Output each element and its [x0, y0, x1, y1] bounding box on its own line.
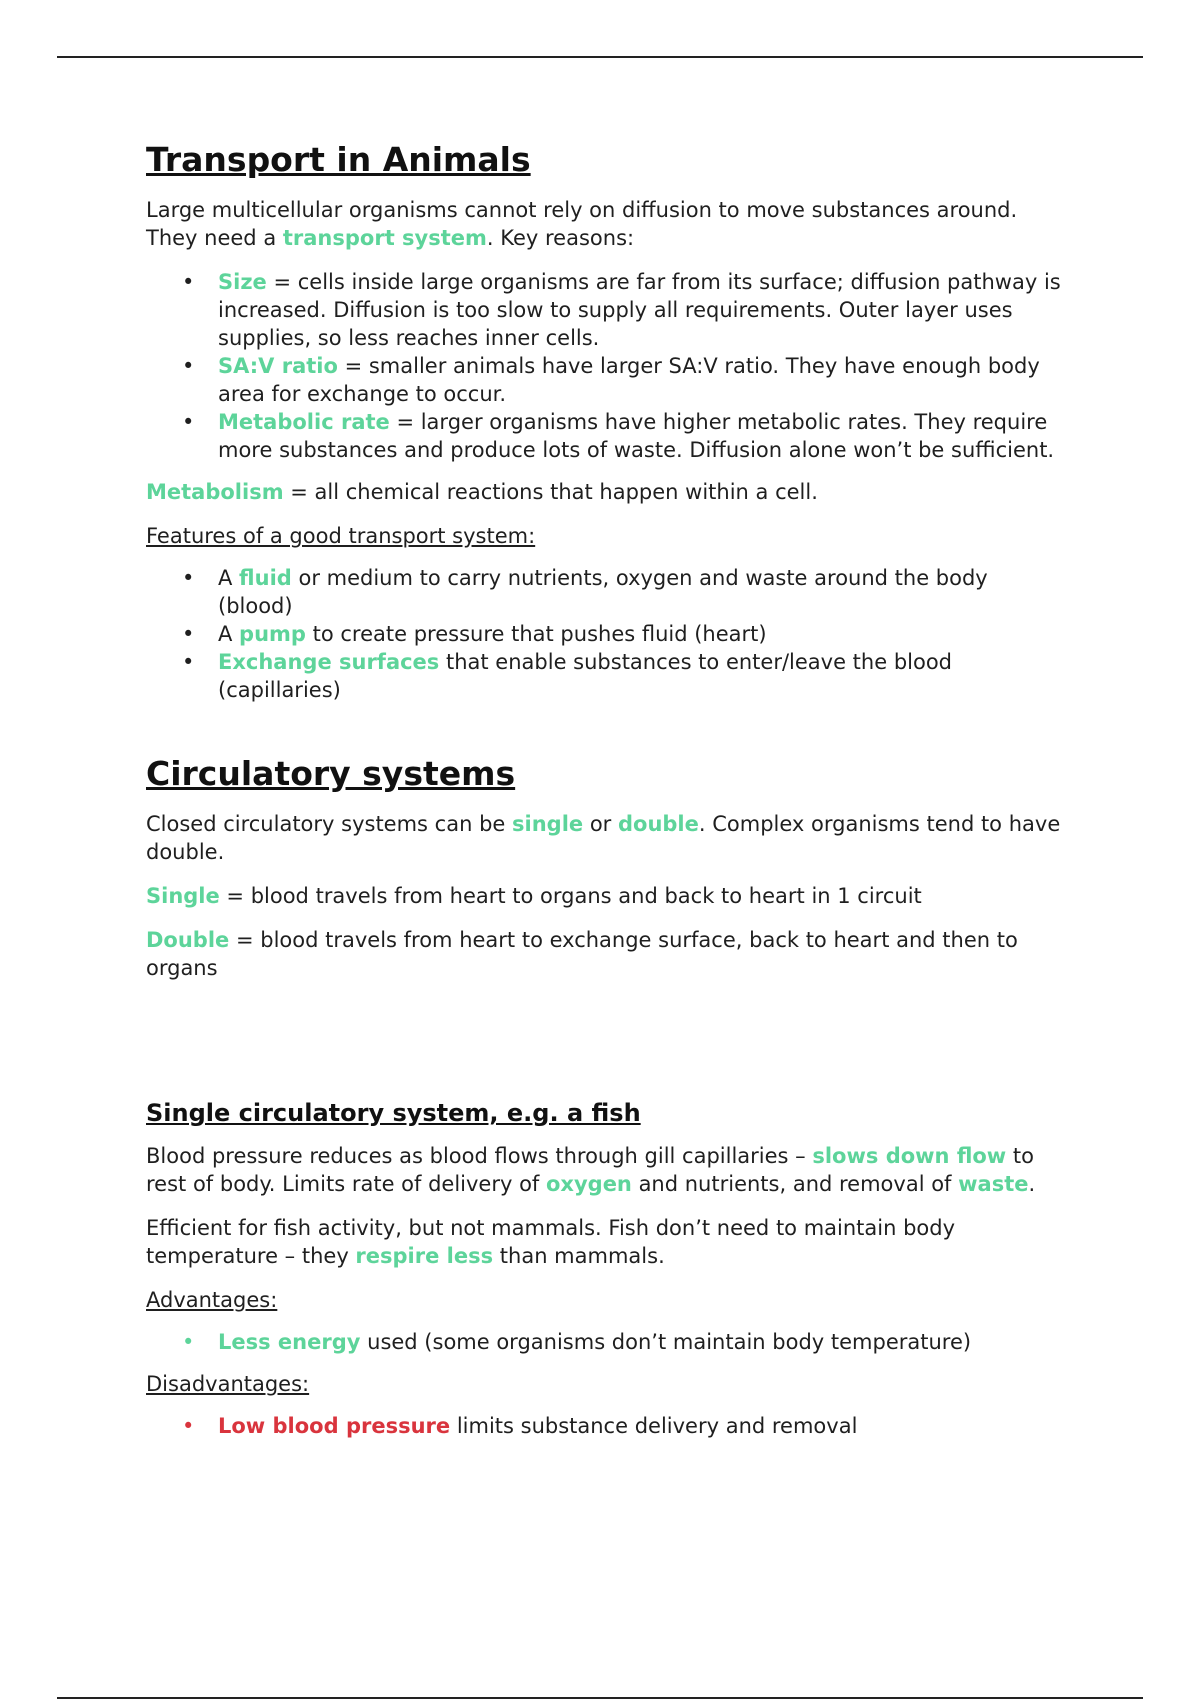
- document-page: [146, 140, 1066, 1454]
- fish-paragraph-1: Blood pressure reduces as blood flows through gill capillaries – slows down flow to rest of body. Limits rate of delivery of oxygen and nutrients, and removal of waste.: [146, 1144, 1036, 1196]
- bottom-rule: [57, 1697, 1143, 1699]
- list-item: • Low blood pressure limits substance delivery and removal: [218, 1412, 1066, 1440]
- intro-paragraph: Large multicellular organisms cannot rely on diffusion to move substances around. They need a transport system. Key reasons:: [146, 198, 1018, 250]
- disadvantages-subheading: Disadvantages:: [146, 1372, 310, 1396]
- list-item: • Exchange surfaces that enable substances to enter/leave the blood (capillaries): [218, 648, 1066, 704]
- list-item: • A pump to create pressure that pushes fluid (heart): [218, 620, 1066, 648]
- list-item: • A fluid or medium to carry nutrients, oxygen and waste around the body (blood): [218, 564, 1066, 620]
- heading-transport-in-animals: Transport in Animals: [146, 140, 531, 179]
- list-item: • Metabolic rate = larger organisms have higher metabolic rates. They require more substances and produce lots of waste. Diffusion alone won’t be sufficient.: [218, 408, 1066, 464]
- list-item: • Size = cells inside large organisms are far from its surface; diffusion pathway is increased. Diffusion is too slow to supply all requirements. Outer layer uses supplies, so less reaches inner cells.: [218, 268, 1066, 352]
- advantages-list: [146, 1328, 1066, 1356]
- list-item: • SA:V ratio = smaller animals have larger SA:V ratio. They have enough body area for exchange to occur.: [218, 352, 1066, 408]
- fish-paragraph-2: Efficient for fish activity, but not mammals. Fish don’t need to maintain body temperature – they respire less than mammals.: [146, 1216, 956, 1268]
- reasons-list: [146, 268, 1066, 464]
- heading-circulatory-systems: Circulatory systems: [146, 754, 516, 793]
- term-transport-system: transport system: [282, 226, 487, 250]
- circulatory-intro: Closed circulatory systems can be single or double. Complex organisms tend to have double.: [146, 812, 1061, 864]
- double-definition: Double = blood travels from heart to exchange surface, back to heart and then to organs: [146, 928, 1018, 980]
- single-definition: Single = blood travels from heart to organs and back to heart in 1 circuit: [146, 884, 922, 908]
- features-subheading: Features of a good transport system:: [146, 524, 536, 548]
- features-list: [146, 564, 1066, 704]
- advantages-subheading: Advantages:: [146, 1288, 278, 1312]
- metabolism-definition: Metabolism = all chemical reactions that happen within a cell.: [146, 480, 818, 504]
- list-item: • Less energy used (some organisms don’t maintain body temperature): [218, 1328, 1066, 1356]
- disadvantages-list: [146, 1412, 1066, 1440]
- heading-single-circulatory-fish: Single circulatory system, e.g. a fish: [146, 1099, 641, 1127]
- top-rule: [57, 56, 1143, 58]
